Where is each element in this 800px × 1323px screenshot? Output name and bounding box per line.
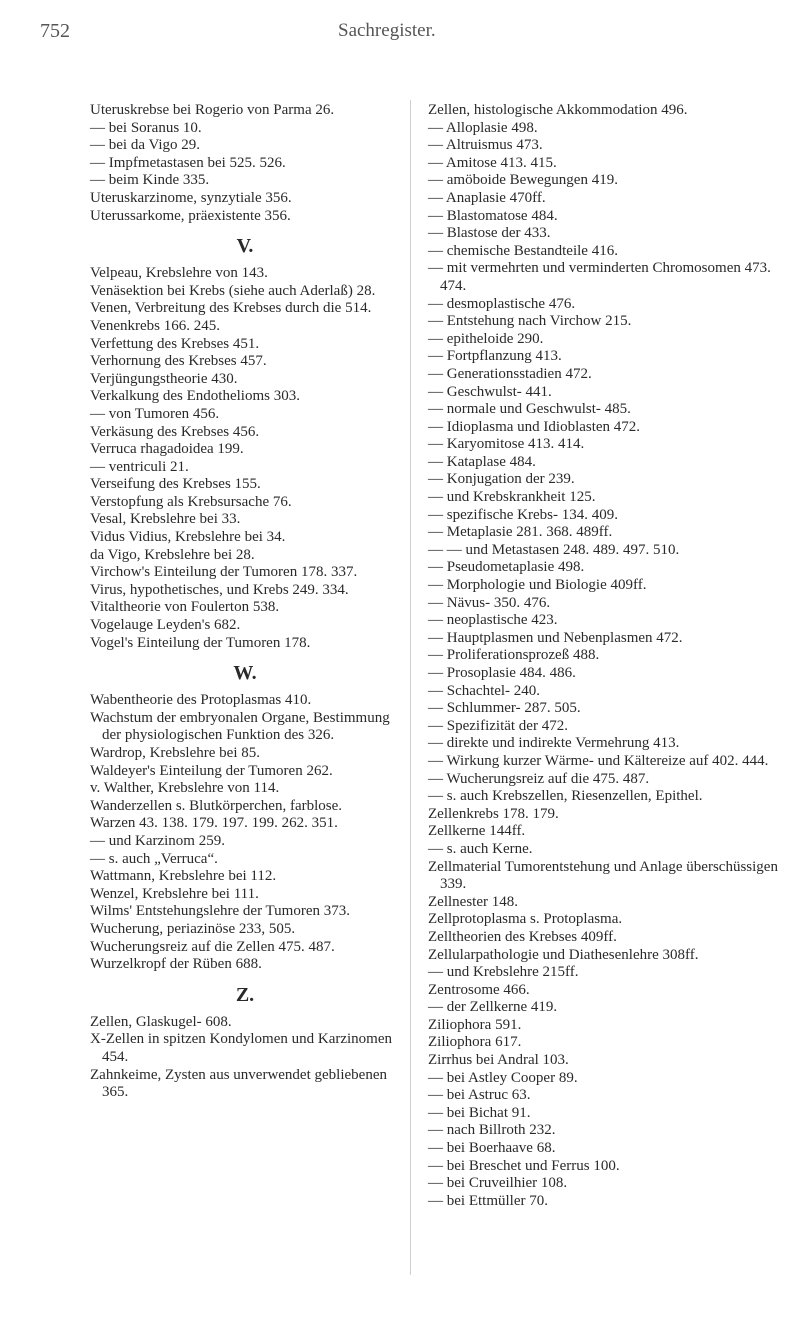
index-entry: Wardrop, Krebslehre bei 85. (90, 745, 260, 761)
index-entry: — bei Breschet und Ferrus 100. (428, 1157, 620, 1174)
index-entry: — Kataplase 484. (428, 453, 536, 470)
index-entry: — bei Cruveilhier 108. (428, 1175, 568, 1192)
index-entry: Zirrhus bei Andral 103. (428, 1052, 569, 1069)
index-entry: — Impfmetastasen bei 525. 526. (90, 154, 286, 171)
index-entry: Verkäsung des Krebses 456. (90, 423, 260, 440)
index-entry: — Geschwulst- 441. (428, 383, 552, 400)
index-entry: — Generationsstadien 472. (428, 365, 592, 382)
index-entry: — und Krebslehre 215ff. (428, 964, 579, 981)
index-entry: — ventriculi 21. (90, 458, 189, 475)
column-divider (410, 100, 411, 1275)
index-entry: — neoplastische 423. (428, 612, 558, 629)
index-entry: — Altruismus 473. (428, 137, 543, 154)
index-entry: Uterussarkome, präexistente 356. (90, 207, 291, 224)
index-entry: — bei Astruc 63. (428, 1087, 531, 1104)
index-entry: — der Zellkerne 419. (428, 999, 558, 1016)
index-entry: Verseifung des Krebses 155. (90, 476, 261, 493)
index-entry: — Karyomitose 413. 414. (428, 436, 585, 453)
index-entry: Verjüngungstheorie 430. (90, 370, 238, 387)
index-entry: — chemische Bestandteile 416. (428, 242, 618, 259)
index-entry: Zelltheorien des Krebses 409ff. (428, 928, 617, 945)
index-entry: Verfettung des Krebses 451. (90, 335, 260, 352)
index-entry: Vesal, Krebslehre bei 33. (90, 511, 241, 528)
index-entry: Zentrosome 466. (428, 981, 530, 998)
index-entry: — bei Bichat 91. (428, 1104, 531, 1121)
index-entry: Vogelauge Leyden's 682. (90, 617, 241, 634)
index-entry: — Hauptplasmen und Nebenplasmen 472. (428, 629, 683, 646)
index-entry: Warzen 43. 138. 179. 197. 199. 262. 351. (90, 815, 338, 832)
index-entry: — s. auch „Verruca“. (90, 850, 218, 867)
index-entry: Zellenkrebs 178. 179. (428, 805, 559, 822)
index-entry: Wilms' Entstehungslehre der Tumoren 373. (90, 903, 350, 920)
index-entry: Zellnester 148. (428, 893, 518, 910)
section-letter: V. (236, 235, 254, 258)
section-letter: Z. (235, 983, 255, 1006)
index-entry: Zellprotoplasma s. Protoplasma. (428, 911, 623, 928)
index-entry: Verruca rhagadoidea 199. (90, 441, 244, 458)
index-entry: — mit vermehrten und verminderten Chromosomen 473. 474. (428, 260, 771, 294)
index-entry: — Wucherungsreiz auf die 475. 487. (428, 770, 650, 787)
index-entry: — Proliferationsprozeß 488. (428, 647, 600, 664)
index-entry: Vidus Vidius, Krebslehre bei 34. (90, 529, 286, 546)
index-entry: Venäsektion bei Krebs (siehe auch Aderlaß) 28. (90, 282, 376, 299)
index-entry: Zellkerne 144ff. (428, 823, 526, 840)
index-entry: — bei Astley Cooper 89. (428, 1069, 578, 1086)
index-entry: — bei Ettmüller 70. (428, 1192, 548, 1209)
index-entry: Uteruskrebse bei Rogerio von Parma 26. (90, 102, 335, 118)
index-entry: Uteruskarzinome, synzytiale 356. (90, 189, 292, 206)
index-entry: — und Karzinom 259. (90, 832, 225, 849)
index-entry: — Schachtel- 240. (428, 682, 541, 699)
index-entry: Zahnkeime, Zysten aus unverwendet gebliebenen 365. (90, 1066, 387, 1101)
index-entry: Virus, hypothetisches, und Krebs 249. 334. (90, 581, 349, 598)
index-entry: — und Krebskrankheit 125. (428, 489, 596, 506)
index-entry: — s. auch Krebszellen, Riesenzellen, Epithel. (428, 788, 703, 805)
index-entry: — epitheloide 290. (428, 330, 544, 347)
index-entry: — Amitose 413. 415. (428, 154, 557, 171)
index-entry: Venen, Verbreitung des Krebses durch die 514. (90, 300, 372, 317)
index-entry: — Blastose der 433. (428, 225, 551, 242)
index-entry: Ziliophora 617. (428, 1034, 522, 1051)
index-entry: — Blastomatose 484. (428, 207, 558, 224)
index-entry: — bei Boerhaave 68. (428, 1140, 556, 1157)
index-entry: — normale und Geschwulst- 485. (428, 401, 631, 418)
index-entry: Zellen, histologische Akkommodation 496. (428, 102, 688, 118)
index-entry: Virchow's Einteilung der Tumoren 178. 337. (90, 564, 358, 581)
index-entry: X-Zellen in spitzen Kondylomen und Karzinomen 454. (90, 1031, 393, 1065)
index-entry: Venenkrebs 166. 245. (90, 317, 220, 334)
index-entry: v. Walther, Krebslehre von 114. (90, 780, 280, 797)
index-entry: Vitaltheorie von Foulerton 538. (90, 599, 280, 616)
index-entry: Wabentheorie des Protoplasmas 410. (90, 692, 312, 709)
index-entry: — Fortpflanzung 413. (428, 348, 562, 365)
index-column-left (90, 102, 400, 1102)
index-entry: Zellen, Glaskugel- 608. (90, 1013, 232, 1030)
index-entry: — Wirkung kurzer Wärme- und Kältereize auf 402. 444. (428, 752, 769, 769)
index-entry: — Prosoplasie 484. 486. (428, 665, 576, 681)
index-entry: da Vigo, Krebslehre bei 28. (90, 546, 255, 563)
index-entry: — Entstehung nach Virchow 215. (428, 313, 632, 330)
index-entry: — Schlummer- 287. 505. (428, 700, 581, 717)
index-entry: — bei Soranus 10. (90, 119, 202, 136)
index-entry: Zellularpathologie und Diathesenlehre 308ff. (428, 946, 699, 963)
index-entry: — Nävus- 350. 476. (428, 594, 551, 611)
index-entry: — Konjugation der 239. (428, 471, 575, 488)
index-entry: — von Tumoren 456. (90, 405, 220, 422)
index-entry: — Alloplasie 498. (428, 119, 538, 136)
index-entry: — spezifische Krebs- 134. 409. (428, 506, 618, 523)
index-entry: — desmoplastische 476. (428, 295, 576, 312)
index-entry: — Morphologie und Biologie 409ff. (428, 577, 647, 594)
index-column-right (428, 102, 778, 1210)
index-entry: — bei da Vigo 29. (90, 137, 201, 154)
index-entry: Zellmaterial Tumorentstehung und Anlage überschüssigen 339. (428, 858, 778, 893)
index-entry: Wucherungsreiz auf die Zellen 475. 487. (90, 938, 335, 955)
index-entry: Wachstum der embryonalen Organe, Bestimmung der physiologischen Funktion des 326. (90, 709, 390, 744)
index-entry: Vogel's Einteilung der Tumoren 178. (90, 634, 311, 651)
index-entry: Wurzelkropf der Rüben 688. (90, 956, 262, 973)
index-entry: — Anaplasie 470ff. (428, 189, 546, 206)
index-entry: Wucherung, periazinöse 233, 505. (90, 920, 296, 937)
index-entry: — — und Metastasen 248. 489. 497. 510. (428, 541, 680, 558)
index-entry: — beim Kinde 335. (90, 172, 210, 189)
index-entry: — Spezifizität der 472. (428, 717, 568, 734)
index-entry: — Idioplasma und Idioblasten 472. (428, 418, 641, 435)
index-entry: Velpeau, Krebslehre von 143. (90, 265, 268, 282)
page-title: Sachregister. (338, 20, 436, 41)
index-entry: Wattmann, Krebslehre bei 112. (90, 868, 277, 885)
index-entry: Ziliophora 591. (428, 1016, 522, 1033)
index-entry: — s. auch Kerne. (428, 840, 533, 857)
index-entry: Wenzel, Krebslehre bei 111. (90, 885, 259, 902)
page-number: 752 (40, 20, 70, 42)
index-entry: Verhornung des Krebses 457. (90, 353, 267, 370)
index-entry: Waldeyer's Einteilung der Tumoren 262. (90, 762, 333, 779)
index-entry: — Metaplasie 281. 368. 489ff. (428, 524, 613, 541)
section-letter: W. (233, 662, 257, 685)
index-entry: — amöboide Bewegungen 419. (428, 172, 618, 189)
index-entry: — direkte und indirekte Vermehrung 413. (428, 735, 680, 752)
index-entry: Verstopfung als Krebsursache 76. (90, 493, 292, 510)
index-entry: Verkalkung des Endothelioms 303. (90, 388, 300, 405)
index-entry: — Pseudometaplasie 498. (428, 559, 585, 576)
index-entry: Wanderzellen s. Blutkörperchen, farblose. (90, 797, 343, 814)
index-entry: — nach Billroth 232. (428, 1122, 556, 1139)
